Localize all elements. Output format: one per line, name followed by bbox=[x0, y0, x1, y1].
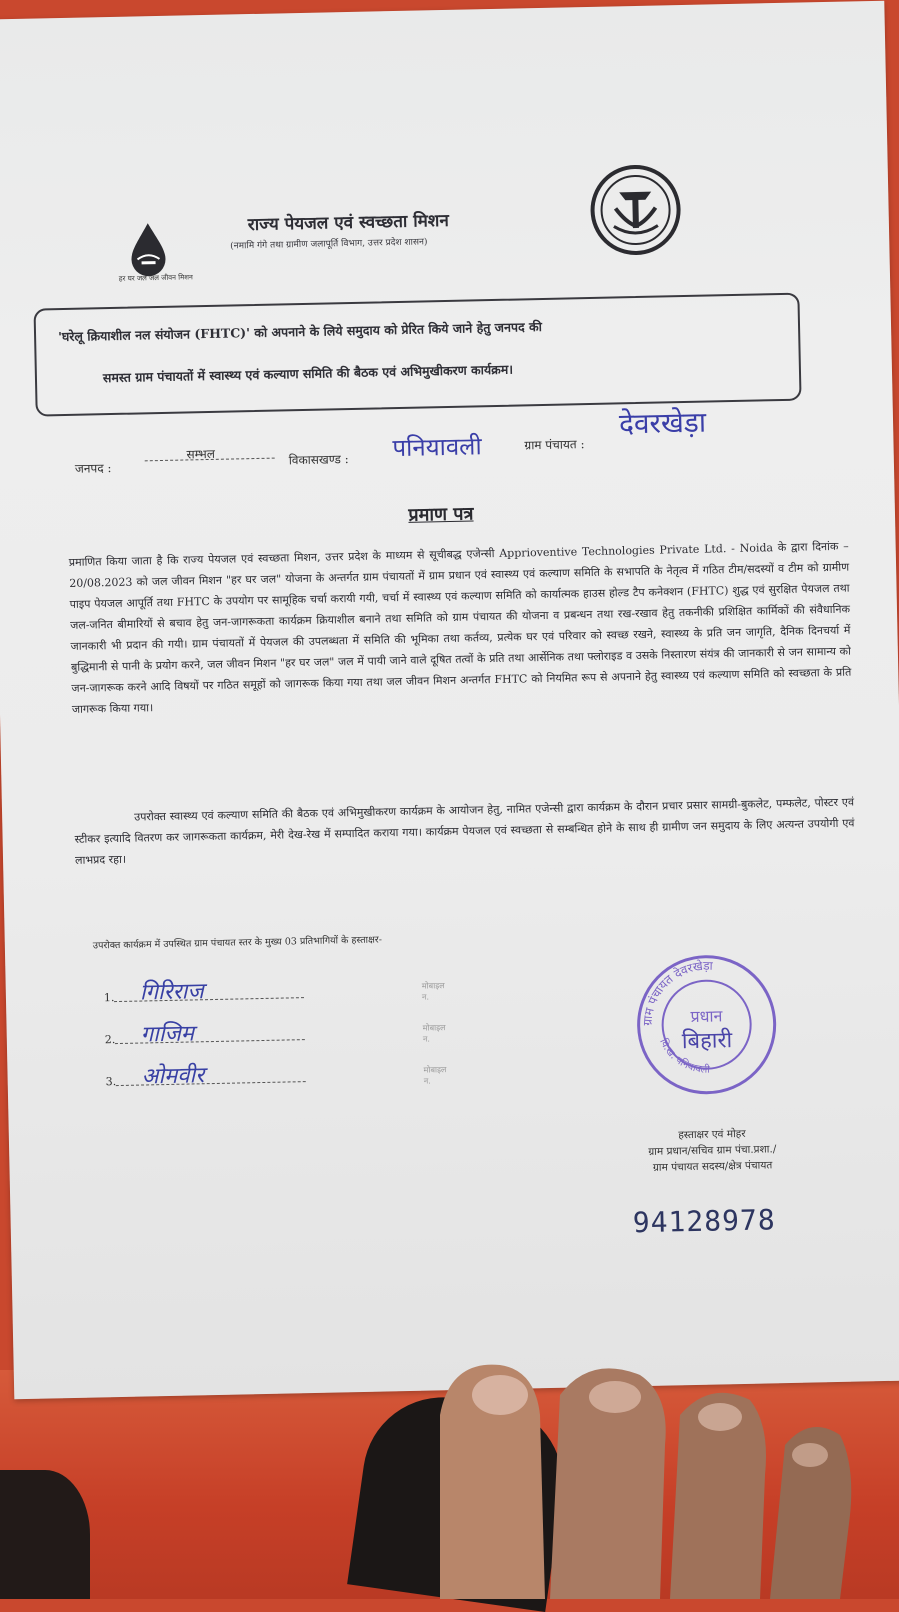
block-value: पनियावली bbox=[392, 432, 482, 463]
stamp-top-text: ग्राम पंचायत देवरखेड़ा bbox=[640, 958, 713, 1027]
signature-block bbox=[597, 1124, 828, 1177]
signature-row-3 bbox=[105, 1063, 447, 1100]
holding-hand bbox=[440, 1355, 899, 1599]
up-government-emblem-icon bbox=[589, 163, 683, 257]
stamp-center-title: प्रधान bbox=[690, 1006, 723, 1027]
signature-number: 2. bbox=[104, 1033, 116, 1047]
background-dark-patch-left bbox=[0, 1470, 90, 1599]
header-title: राज्य पेयजल एवं स्वच्छता मिशन bbox=[247, 210, 449, 236]
notice-line-1: 'घरेलू क्रियाशील नल संयोजन (FHTC)' को अपनाने के लिये समुदाय को प्रेरित किये जाने हेतु जनपद की bbox=[57, 318, 543, 345]
faint-label: मोबाइल न. bbox=[422, 1023, 446, 1044]
faint-label: मोबाइल न. bbox=[423, 1065, 447, 1086]
signature-name-2: गाजिम bbox=[140, 1021, 195, 1048]
district-value: सम्भल bbox=[186, 446, 216, 462]
stamp-signature-name: बिहारी bbox=[681, 1028, 733, 1055]
signature-intro: उपरोक्त कार्यक्रम में उपस्थित ग्राम पंचायत स्तर के मुख्य 03 प्रतिभागियों के हस्ताक्षर- bbox=[92, 934, 383, 952]
sign-block-line-3: ग्राम पंचायत सदस्य/क्षेत्र पंचायत bbox=[652, 1159, 773, 1174]
block-label: विकासखण्ड : bbox=[288, 452, 349, 468]
signature-name-3: ओमवीर bbox=[141, 1063, 205, 1090]
certificate-paragraph-2: उपरोक्त स्वास्थ्य एवं कल्याण समिति की बैठक एवं अभिमुखीकरण कार्यक्रम के आयोजन हेतु, नामित एजेन्सी द्वारा कार्यक्रम के दौरान प्रचार प्रसार सामग्री-बुकलेट, पम्फलेट, पोस्टर एवं स्टीकर इत्यादि वितरण कर जागरूकता कार्यक्रम, मेरी देख-रेख में सम्पादित कराया गया। कार्यक्रम पेयजल एवं स्वच्छता से सम्बन्धित होने के साथ ही ग्रामीण जन समुदाय के लिए अत्यन्त उपयोगी एवं लाभप्रद रहा। bbox=[74, 795, 855, 867]
document-page bbox=[0, 1, 899, 1400]
location-fields bbox=[74, 405, 835, 478]
gram-panchayat-value: देवरखेड़ा bbox=[618, 405, 707, 441]
certificate-paragraph-1: प्रमाणित किया जाता है कि राज्य पेयजल एवं स्वच्छता मिशन, उत्तर प्रदेश के माध्यम से सूचीबद्ध एजेन्सी Apprioventive Technologies Private Ltd. - Noida के द्वारा दिनांक – 20/08.2023 को जल जीवन मिशन "हर घर जल" योजना के अन्तर्गत ग्राम पंचायतों में ग्राम प्रधान एवं स्वास्थ्य एवं कल्याण समिति के सभापति के नेतृत्व में गठित टीम/सदस्यों व टीम को ग्रामीण पाइप पेयजल आपूर्ति तथा FHTC के उपयोग पर सामूहिक चर्चा करायी गयी, चर्चा में स्वास्थ्य एवं कल्याण समिति को कार्यात्मक हाउस होल्ड टैप कनेक्शन (FHTC) शुद्ध एवं सुरक्षित पेयजल तथा जल-जनित बीमारियों से बचाव हेतु जन-जागरूकता कार्यक्रम क्रियाशील बनाने तथा समिति को ग्राम पंचायत की योजना व प्रबन्धन तथा रख-रखाव हेतु तकनीकी प्रशिक्षित कार्मिकों की संवैधानिक जानकारी भी प्रदान की गयी। ग्राम पंचायतों में पेयजल की उपलब्धता में समिति की भूमिका तथा कर्तव्य, प्रत्येक घर एवं परिवार को स्वच्छ रखने, स्वास्थ्य के प्रति जन जागृति, दैनिक दिनचर्या में बुद्धिमानी से पानी के प्रयोग करने, जल जीवन मिशन "हर घर जल" जल में पायी जाने वाले दूषित तत्वों के प्रति तथा आर्सेनिक तथा फ्लोराइड व उसके निस्तारण संयंत्र की जानकारी से जन सामान्य को जन-जागरूक करने आदि विषयों पर गठित समूहों को जागरूक किया गया तथा जल जीवन मिशन अन्तर्गत FHTC को नियमित रूप से अपनाने हेतु स्वास्थ्य एवं कल्याण समिति को स्वच्छता के प्रति जागरूक किया गया। bbox=[68, 539, 852, 716]
sign-block-line-1: हस्ताक्षर एवं मोहर bbox=[678, 1127, 746, 1142]
notice-line-2: समस्त ग्राम पंचायतों में स्वास्थ्य एवं कल्याण समिति की बैठक एवं अभिमुखीकरण कार्यक्रम। bbox=[102, 361, 514, 386]
water-drop-logo-icon bbox=[125, 221, 172, 278]
gram-panchayat-label: ग्राम पंचायत : bbox=[524, 437, 585, 453]
signature-row-2 bbox=[104, 1021, 446, 1058]
signature-number: 3. bbox=[105, 1075, 117, 1089]
notice-box bbox=[34, 293, 802, 417]
signature-row-1 bbox=[103, 979, 445, 1016]
header-subtitle: (नमामि गंगे तथा ग्रामीण जलापूर्ति विभाग, उत्तर प्रदेश शासन) bbox=[230, 237, 428, 252]
pradhan-stamp bbox=[630, 948, 783, 1101]
logo-caption: हर घर जल जल जीवन मिशन bbox=[118, 273, 193, 283]
certificate-title: प्रमाण पत्र bbox=[408, 503, 474, 526]
district-label: जनपद : bbox=[74, 461, 112, 476]
sign-block-line-2: ग्राम प्रधान/सचिव ग्राम पंचा.प्रशा./ bbox=[648, 1143, 777, 1158]
signature-name-1: गिरिराज bbox=[139, 979, 204, 1006]
handwritten-phone-number: 94128978 bbox=[632, 1203, 776, 1240]
stamp-bottom-text: वि.ख. पनियावली bbox=[657, 1037, 710, 1076]
faint-label: मोबाइल न. bbox=[421, 981, 445, 1002]
signature-number: 1. bbox=[103, 991, 115, 1005]
